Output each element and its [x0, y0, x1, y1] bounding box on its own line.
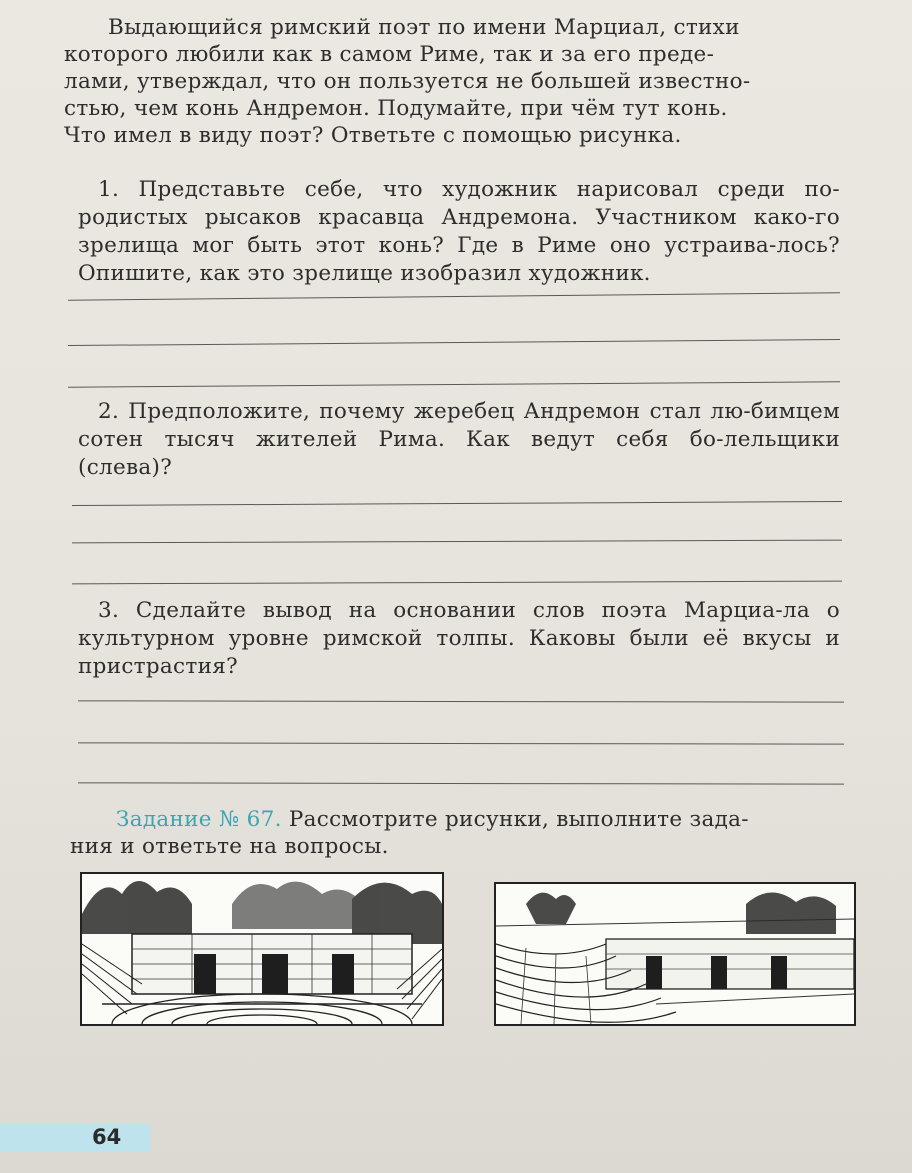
- intro-line: которого любили как в самом Риме, так и за его преде-: [64, 42, 715, 67]
- theater-drawing-left: [80, 872, 444, 1026]
- answer-line: [68, 292, 840, 300]
- intro-line: Что имел в виду поэт? Ответьте с помощью рисунка.: [64, 123, 682, 148]
- task-label: Задание № 67.: [116, 807, 282, 832]
- answer-line: [72, 581, 842, 585]
- question-2: 2. Предположите, почему жеребец Андремон стал лю-бимцем сотен тысяч жителей Рима. Как ведут себя бо-лельщики (слева)?: [78, 399, 840, 480]
- theater-illustration: [496, 884, 854, 1024]
- intro-line: Выдающийся римский поэт по имени Марциал, стихи: [108, 15, 740, 40]
- theater-drawing-right: [494, 882, 856, 1026]
- answer-line: [72, 540, 842, 544]
- answer-line: [78, 742, 844, 744]
- task-text-second: ния и ответьте на вопросы.: [70, 834, 389, 859]
- intro-line: лами, утверждал, что он пользуется не большей известно-: [64, 69, 751, 94]
- answer-line: [72, 501, 842, 506]
- task-text-first: Рассмотрите рисунки, выполните зада-: [288, 807, 749, 832]
- intro-paragraph: [64, 14, 844, 149]
- task-67: [70, 806, 846, 860]
- answer-line: [68, 339, 840, 346]
- theater-illustration: [82, 874, 442, 1024]
- page-number-tab: [0, 1124, 150, 1152]
- answer-line: [68, 381, 840, 387]
- question-3: 3. Сделайте вывод на основании слов поэта Марциа-ла о культурном уровне римской толпы. Каковы были её вкусы и пристрастия?: [78, 598, 840, 679]
- answer-line: [78, 700, 844, 702]
- page-number: 64: [92, 1125, 122, 1149]
- intro-line: стью, чем конь Андремон. Подумайте, при чём тут конь.: [64, 96, 728, 121]
- question-1: 1. Представьте себе, что художник нарисовал среди по-родистых рысаков красавца Андремона. Участником како-го зрелища мог быть этот конь? Где в Риме оно устраива-лось? Опишите, как это зрелище изобразил художник.: [78, 177, 840, 286]
- answer-line: [78, 782, 844, 784]
